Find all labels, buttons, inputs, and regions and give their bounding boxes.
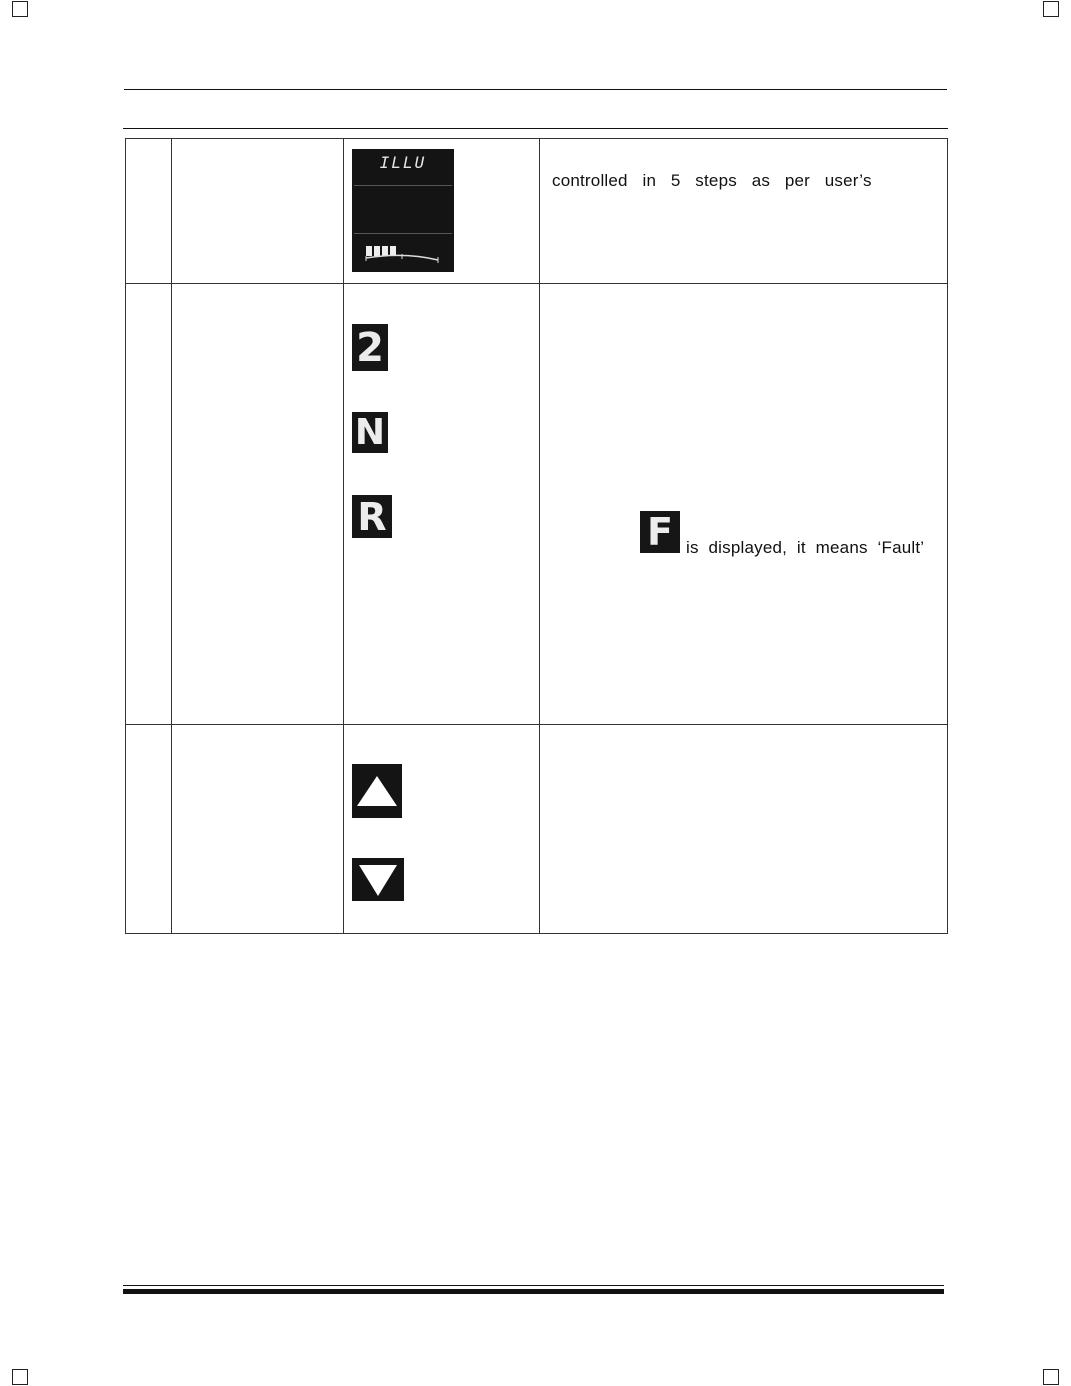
- illumination-lcd-display: [352, 149, 454, 272]
- description-cell: [540, 725, 948, 934]
- crop-mark-bottom-right: [1043, 1369, 1059, 1385]
- illumination-description: controlled in 5 steps as per user’s: [552, 171, 872, 190]
- display-image-cell: [344, 284, 540, 725]
- down-arrow-icon: [352, 858, 404, 901]
- brightness-bar-icon: [364, 244, 442, 266]
- feature-name-cell: [172, 725, 344, 934]
- row-number-cell: [126, 725, 172, 934]
- table-row-gear-indicator: [126, 284, 948, 725]
- display-image-cell: [344, 725, 540, 934]
- crop-mark-top-left: [12, 1, 28, 17]
- display-image-cell: [344, 139, 540, 284]
- crop-mark-top-right: [1043, 1, 1059, 17]
- fault-description: is displayed, it means ‘Fault’: [686, 538, 925, 557]
- description-cell: [540, 139, 948, 284]
- feature-name-cell: [172, 139, 344, 284]
- table-row-illumination: [126, 139, 948, 284]
- crop-mark-bottom-left: [12, 1369, 28, 1385]
- table-top-rule: [123, 128, 948, 129]
- gear-neutral-icon: N: [352, 412, 388, 453]
- table-row-up-down: [126, 725, 948, 934]
- gear-reverse-icon: R: [352, 495, 392, 538]
- up-arrow-icon: [352, 764, 402, 818]
- feature-name-cell: [172, 284, 344, 725]
- header-rule: [124, 89, 947, 90]
- footer-rule-thick: [123, 1289, 944, 1294]
- lcd-divider: [354, 185, 452, 186]
- lcd-illu-label: ILLU: [379, 153, 427, 172]
- feature-table: [125, 138, 948, 934]
- footer-rule-thin: [123, 1285, 944, 1286]
- description-cell: [540, 284, 948, 725]
- row-number-cell: [126, 284, 172, 725]
- gear-2-icon: 2: [352, 324, 388, 371]
- lcd-divider: [354, 233, 452, 234]
- row-number-cell: [126, 139, 172, 284]
- fault-f-icon: F: [640, 511, 680, 553]
